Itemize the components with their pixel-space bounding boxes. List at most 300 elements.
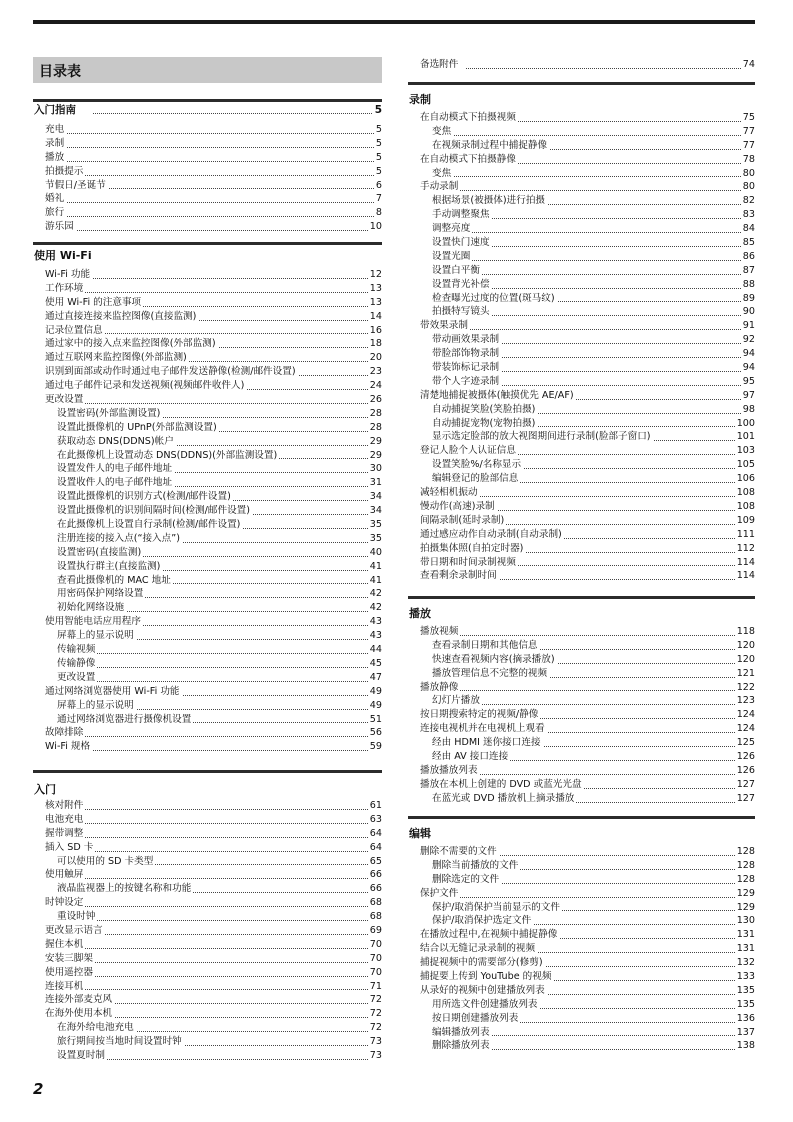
entry-page: 120 bbox=[736, 639, 755, 651]
toc-entry[interactable] bbox=[33, 601, 382, 615]
leader-dots bbox=[45, 403, 382, 404]
entry-page: 85 bbox=[742, 237, 755, 249]
toc-entry[interactable] bbox=[33, 546, 382, 560]
entry-page: 69 bbox=[369, 925, 382, 937]
toc-entry[interactable] bbox=[408, 694, 755, 708]
toc-entry[interactable] bbox=[33, 1035, 382, 1049]
entry-page: 31 bbox=[369, 477, 382, 489]
entry-label: 根据场景(被摄体)进行拍摄 bbox=[432, 195, 546, 207]
leader-dots bbox=[45, 989, 382, 990]
entry-label: 设置此摄像机的识别方式(检测/邮件设置) bbox=[57, 491, 231, 503]
entry-page: 28 bbox=[369, 407, 382, 419]
toc-entry[interactable] bbox=[408, 792, 755, 806]
entry-label: 删除播放列表 bbox=[432, 1040, 490, 1052]
leader-dots bbox=[420, 897, 755, 898]
entry-label: 在此摄像机上设置动态 DNS(DDNS)(外部监测设置) bbox=[57, 449, 278, 461]
toc-entry[interactable] bbox=[408, 914, 755, 928]
entry-label: 游乐园 bbox=[45, 221, 74, 233]
toc-entry[interactable] bbox=[33, 740, 382, 754]
toc-entry[interactable] bbox=[408, 278, 755, 292]
accessories-entry[interactable] bbox=[408, 58, 755, 72]
toc-entry[interactable] bbox=[33, 393, 382, 407]
entry-page: 71 bbox=[369, 980, 382, 992]
toc-entry[interactable] bbox=[33, 1021, 382, 1035]
toc-entry[interactable] bbox=[408, 1012, 755, 1026]
entry-label: 通过互联网来监控图像(外部监测) bbox=[45, 352, 187, 364]
entry-label: 自动捕捉宠物(宠物拍摄) bbox=[432, 417, 536, 429]
toc-entry[interactable] bbox=[33, 449, 382, 463]
entry-page: 108 bbox=[736, 500, 755, 512]
entry-page: 30 bbox=[369, 463, 382, 475]
entry-label: 间隔录制(延时录制) bbox=[420, 514, 505, 526]
entry-page: 101 bbox=[736, 431, 755, 443]
entry-page: 78 bbox=[742, 153, 755, 165]
toc-entry[interactable] bbox=[408, 139, 755, 153]
leader-dots bbox=[45, 878, 382, 879]
entry-page: 77 bbox=[742, 139, 755, 151]
entry-label: 播放静像 bbox=[420, 681, 459, 693]
entry-page: 108 bbox=[736, 487, 755, 499]
leader-dots bbox=[420, 690, 755, 691]
toc-entry[interactable] bbox=[33, 365, 382, 379]
toc-entry[interactable] bbox=[408, 625, 755, 639]
entry-label: 播放 bbox=[45, 151, 65, 163]
leader-dots bbox=[45, 809, 382, 810]
toc-entry[interactable] bbox=[33, 827, 382, 841]
entry-label: 核对附件 bbox=[45, 800, 84, 811]
toc-entry[interactable] bbox=[408, 125, 755, 139]
toc-entry[interactable] bbox=[408, 514, 755, 528]
entry-page: 128 bbox=[736, 873, 755, 885]
entry-label: 设置笑脸%/名称显示 bbox=[432, 459, 522, 471]
entry-page: 13 bbox=[369, 282, 382, 294]
toc-entry[interactable] bbox=[33, 504, 382, 518]
toc-entry[interactable] bbox=[33, 685, 382, 699]
entry-page: 131 bbox=[736, 929, 755, 941]
toc-entry[interactable] bbox=[408, 111, 755, 125]
toc-entry[interactable] bbox=[408, 859, 755, 873]
toc-entry[interactable] bbox=[408, 361, 755, 375]
entry-label: 在自动模式下拍摄静像 bbox=[420, 153, 516, 165]
section-heading bbox=[33, 770, 382, 796]
entry-label: 带效果录制 bbox=[420, 320, 468, 332]
entry-page: 135 bbox=[736, 998, 755, 1010]
toc-entry[interactable] bbox=[408, 194, 755, 208]
section-editing bbox=[408, 816, 755, 1053]
leader-dots bbox=[57, 681, 382, 682]
entry-page: 106 bbox=[736, 473, 755, 485]
entry-label: 从录好的视频中创建播放列表 bbox=[420, 984, 545, 996]
entry-page: 74 bbox=[742, 59, 755, 70]
toc-entry[interactable] bbox=[33, 192, 382, 206]
entry-page: 92 bbox=[742, 334, 755, 346]
toc-entry[interactable] bbox=[408, 845, 755, 859]
entry-page: 114 bbox=[736, 556, 755, 568]
toc-entry[interactable] bbox=[33, 1007, 382, 1021]
entry-page: 118 bbox=[736, 626, 755, 637]
entry-list bbox=[33, 123, 382, 234]
entry-page: 111 bbox=[736, 528, 755, 540]
toc-entry[interactable] bbox=[408, 722, 755, 736]
leader-dots bbox=[57, 920, 382, 921]
toc-entry[interactable] bbox=[408, 528, 755, 542]
entry-label: 调整亮度 bbox=[432, 223, 471, 235]
toc-entry[interactable] bbox=[33, 532, 382, 546]
entry-label: 重设时钟 bbox=[57, 911, 96, 923]
entry-label: 节假日/圣诞节 bbox=[45, 179, 106, 191]
entry-page: 128 bbox=[736, 859, 755, 871]
toc-entry[interactable] bbox=[33, 813, 382, 827]
toc-entry[interactable] bbox=[33, 462, 382, 476]
toc-entry[interactable] bbox=[33, 574, 382, 588]
entry-label: 编辑播放列表 bbox=[432, 1026, 490, 1038]
toc-entry[interactable] bbox=[408, 542, 755, 556]
toc-entry[interactable] bbox=[408, 333, 755, 347]
toc-entry[interactable] bbox=[33, 896, 382, 910]
entry-list bbox=[408, 845, 755, 1053]
entry-list bbox=[33, 268, 382, 754]
leader-dots bbox=[45, 147, 382, 148]
toc-entry[interactable] bbox=[33, 296, 382, 310]
toc-entry[interactable] bbox=[33, 151, 382, 165]
leader-dots bbox=[45, 750, 382, 751]
chapter-getting-started[interactable] bbox=[33, 99, 382, 117]
entry-label: 使用智能电话应用程序 bbox=[45, 616, 141, 628]
toc-entry[interactable] bbox=[408, 250, 755, 264]
section-heading bbox=[33, 242, 382, 262]
entry-label: 经由 HDMI 迷你接口连接 bbox=[432, 737, 541, 749]
entry-label: 带个人字迹录制 bbox=[432, 375, 500, 387]
toc-entry[interactable] bbox=[33, 435, 382, 449]
toc-entry[interactable] bbox=[408, 970, 755, 984]
entry-label: 在蓝光或 DVD 播放机上摘录播放 bbox=[432, 792, 575, 804]
entry-page: 8 bbox=[375, 207, 382, 219]
entry-label: 电池充电 bbox=[45, 813, 84, 825]
toc-entry[interactable] bbox=[33, 726, 382, 740]
toc-entry[interactable] bbox=[33, 476, 382, 490]
section-recording bbox=[408, 82, 755, 583]
entry-label: 删除不需要的文件 bbox=[420, 846, 497, 857]
entry-page: 133 bbox=[736, 971, 755, 983]
leader-dots bbox=[432, 260, 755, 261]
entry-label: 握带调整 bbox=[45, 827, 84, 839]
entry-page: 40 bbox=[369, 546, 382, 558]
toc-entry[interactable] bbox=[33, 490, 382, 504]
entry-page: 98 bbox=[742, 403, 755, 415]
entry-page: 135 bbox=[736, 984, 755, 996]
toc-entry[interactable] bbox=[408, 208, 755, 222]
entry-page: 44 bbox=[369, 644, 382, 656]
toc-entry[interactable] bbox=[33, 407, 382, 421]
entry-page: 100 bbox=[736, 417, 755, 429]
entry-page: 127 bbox=[736, 792, 755, 804]
toc-entry[interactable] bbox=[408, 458, 755, 472]
entry-label: 保护/取消保护当前显示的文件 bbox=[432, 901, 560, 913]
entry-list bbox=[408, 625, 755, 806]
entry-label: 获取动态 DNS(DDNS)帐户 bbox=[57, 435, 174, 447]
entry-label: 设置此摄像机的 UPnP(外部监测设置) bbox=[57, 421, 217, 433]
entry-label: 设置夏时制 bbox=[57, 1050, 105, 1062]
toc-entry[interactable] bbox=[408, 736, 755, 750]
entry-page: 5 bbox=[375, 151, 382, 163]
chapter-title: 入门指南 bbox=[34, 104, 76, 116]
toc-entry[interactable] bbox=[33, 910, 382, 924]
toc-entry[interactable] bbox=[408, 236, 755, 250]
toc-entry[interactable] bbox=[408, 928, 755, 942]
entry-label: 带装饰标记录制 bbox=[432, 362, 500, 374]
leader-dots bbox=[45, 175, 382, 176]
toc-entry[interactable] bbox=[33, 868, 382, 882]
toc-entry[interactable] bbox=[33, 179, 382, 193]
entry-page: 20 bbox=[369, 352, 382, 364]
section-wifi bbox=[33, 242, 382, 754]
toc-entry[interactable] bbox=[408, 486, 755, 500]
section-heading bbox=[408, 82, 755, 105]
entry-label: 删除当前播放的文件 bbox=[432, 859, 519, 871]
entry-page: 121 bbox=[736, 667, 755, 679]
toc-entry[interactable] bbox=[408, 653, 755, 667]
toc-entry[interactable] bbox=[33, 924, 382, 938]
entry-page: 5 bbox=[375, 137, 382, 149]
toc-entry[interactable] bbox=[408, 403, 755, 417]
entry-page: 34 bbox=[369, 491, 382, 503]
toc-entry[interactable] bbox=[408, 956, 755, 970]
toc-entry[interactable] bbox=[33, 882, 382, 896]
toc-entry[interactable] bbox=[408, 901, 755, 915]
toc-entry[interactable] bbox=[408, 569, 755, 583]
toc-entry[interactable] bbox=[33, 165, 382, 179]
entry-page: 26 bbox=[369, 394, 382, 406]
toc-entry[interactable] bbox=[33, 518, 382, 532]
entry-label: 带动画效果录制 bbox=[432, 334, 500, 346]
entry-page: 72 bbox=[369, 1022, 382, 1034]
leader-dots bbox=[432, 176, 755, 177]
toc-entry[interactable] bbox=[33, 1049, 382, 1063]
toc-entry[interactable] bbox=[33, 980, 382, 994]
entry-list bbox=[33, 799, 382, 1063]
entry-label: 连接外部麦克风 bbox=[45, 994, 113, 1006]
toc-entry[interactable] bbox=[408, 153, 755, 167]
entry-page: 94 bbox=[742, 362, 755, 374]
entry-label: 设置密码(外部监测设置) bbox=[57, 407, 161, 419]
leader-dots bbox=[45, 823, 382, 824]
section-title: 编辑 bbox=[409, 827, 431, 840]
entry-page: 132 bbox=[736, 957, 755, 969]
entry-page: 87 bbox=[742, 264, 755, 276]
entry-label: 检查曝光过度的位置(斑马纹) bbox=[432, 292, 555, 304]
entry-label: 按日期搜索特定的视频/静像 bbox=[420, 709, 539, 721]
entry-page: 65 bbox=[369, 855, 382, 867]
entry-page: 29 bbox=[369, 435, 382, 447]
entry-page: 29 bbox=[369, 449, 382, 461]
leader-dots bbox=[45, 837, 382, 838]
toc-entry[interactable] bbox=[33, 841, 382, 855]
entry-page: 90 bbox=[742, 306, 755, 318]
entry-page: 89 bbox=[742, 292, 755, 304]
toc-entry[interactable] bbox=[408, 417, 755, 431]
entry-label: 更改设置 bbox=[45, 394, 84, 406]
entry-label: 更改显示语言 bbox=[45, 925, 103, 937]
leader-dots bbox=[45, 976, 382, 977]
toc-entry[interactable] bbox=[408, 167, 755, 181]
toc-entry[interactable] bbox=[408, 639, 755, 653]
leader-dots bbox=[420, 329, 755, 330]
toc-entry[interactable] bbox=[408, 764, 755, 778]
entry-page: 45 bbox=[369, 657, 382, 669]
entry-label: Wi-Fi 功能 bbox=[45, 269, 91, 280]
entry-page: 41 bbox=[369, 560, 382, 572]
entry-page: 94 bbox=[742, 348, 755, 360]
toc-entry[interactable] bbox=[408, 942, 755, 956]
toc-entry[interactable] bbox=[408, 998, 755, 1012]
entry-label: 拍摄提示 bbox=[45, 165, 84, 177]
toc-entry[interactable] bbox=[33, 671, 382, 685]
entry-label: 在视频录制过程中捕捉静像 bbox=[432, 139, 548, 151]
leader-dots bbox=[57, 653, 382, 654]
entry-label: 登记人脸个人认证信息 bbox=[420, 445, 516, 457]
toc-entry[interactable] bbox=[33, 615, 382, 629]
toc-entry[interactable] bbox=[408, 500, 755, 514]
entry-page: 131 bbox=[736, 943, 755, 955]
entry-label: 连接耳机 bbox=[45, 980, 84, 992]
entry-label: 经由 AV 接口连接 bbox=[432, 751, 509, 763]
entry-page: 130 bbox=[736, 915, 755, 927]
entry-label: 播放在本机上创建的 DVD 或蓝光光盘 bbox=[420, 778, 582, 790]
entry-page: 70 bbox=[369, 966, 382, 978]
entry-page: 42 bbox=[369, 602, 382, 614]
toc-entry[interactable] bbox=[408, 180, 755, 194]
entry-label: 带日期和时间录制视频 bbox=[420, 556, 516, 568]
toc-entry[interactable] bbox=[33, 421, 382, 435]
entry-page: 7 bbox=[375, 193, 382, 205]
leader-dots bbox=[57, 667, 382, 668]
toc-entry[interactable] bbox=[408, 222, 755, 236]
toc-entry[interactable] bbox=[408, 750, 755, 764]
toc-entry[interactable] bbox=[33, 699, 382, 713]
entry-label: 备选附件 bbox=[420, 59, 459, 70]
entry-label: 婚礼 bbox=[45, 193, 65, 205]
entry-label: 查看录制日期和其他信息 bbox=[432, 639, 538, 651]
toc-entry[interactable] bbox=[33, 123, 382, 137]
toc-entry[interactable] bbox=[33, 560, 382, 574]
toc-entry[interactable] bbox=[33, 351, 382, 365]
toc-entry[interactable] bbox=[408, 319, 755, 333]
entry-page: 34 bbox=[369, 505, 382, 517]
toc-entry[interactable] bbox=[33, 282, 382, 296]
toc-entry[interactable] bbox=[408, 681, 755, 695]
toc-entry[interactable] bbox=[33, 268, 382, 282]
toc-entry[interactable] bbox=[408, 305, 755, 319]
toc-entry[interactable] bbox=[408, 264, 755, 278]
toc-entry[interactable] bbox=[33, 855, 382, 869]
entry-label: 记录位置信息 bbox=[45, 324, 103, 336]
entry-label: 拍摄特写镜头 bbox=[432, 306, 490, 318]
toc-entry[interactable] bbox=[33, 799, 382, 813]
toc-entry[interactable] bbox=[408, 444, 755, 458]
entry-label: 编辑登记的脸部信息 bbox=[432, 473, 519, 485]
toc-entry[interactable] bbox=[33, 206, 382, 220]
toc-entry[interactable] bbox=[33, 587, 382, 601]
entry-label: 安装三脚架 bbox=[45, 952, 93, 964]
leader-dots bbox=[45, 230, 382, 231]
entry-page: 124 bbox=[736, 723, 755, 735]
toc-entry[interactable] bbox=[33, 952, 382, 966]
leader-dots bbox=[45, 202, 382, 203]
entry-label: 设置收件人的电子邮件地址 bbox=[57, 477, 173, 489]
leader-dots bbox=[45, 948, 382, 949]
entry-label: 减轻相机振动 bbox=[420, 487, 478, 499]
toc-entry[interactable] bbox=[408, 1039, 755, 1053]
entry-page: 105 bbox=[736, 459, 755, 471]
toc-entry[interactable] bbox=[33, 657, 382, 671]
toc-entry[interactable] bbox=[408, 292, 755, 306]
toc-entry[interactable] bbox=[408, 430, 755, 444]
toc-entry[interactable] bbox=[408, 984, 755, 998]
entry-label: 清楚地捕捉被摄体(触摸优先 AE/AF) bbox=[420, 389, 574, 401]
toc-entry[interactable] bbox=[408, 556, 755, 570]
toc-entry[interactable] bbox=[33, 137, 382, 151]
toc-entry[interactable] bbox=[408, 389, 755, 403]
toc-entry[interactable] bbox=[408, 347, 755, 361]
toc-entry[interactable] bbox=[408, 708, 755, 722]
entry-label: 通过网络浏览器使用 Wi-Fi 功能 bbox=[45, 685, 180, 697]
entry-page: 138 bbox=[736, 1040, 755, 1052]
entry-page: 43 bbox=[369, 616, 382, 628]
entry-label: 查看此摄像机的 MAC 地址 bbox=[57, 574, 171, 586]
entry-page: 128 bbox=[736, 846, 755, 857]
entry-page: 68 bbox=[369, 911, 382, 923]
toc-entry[interactable] bbox=[408, 667, 755, 681]
entry-page: 82 bbox=[742, 195, 755, 207]
entry-page: 42 bbox=[369, 588, 382, 600]
entry-label: 使用遥控器 bbox=[45, 966, 93, 978]
toc-entry[interactable] bbox=[408, 887, 755, 901]
entry-page: 112 bbox=[736, 542, 755, 554]
entry-label: 在海外使用本机 bbox=[45, 1008, 113, 1020]
entry-label: 识别到面部或动作时通过电子邮件发送静像(检测/邮件设置) bbox=[45, 366, 296, 378]
toc-entry[interactable] bbox=[33, 379, 382, 393]
toc-entry[interactable] bbox=[408, 873, 755, 887]
entry-page: 126 bbox=[736, 751, 755, 763]
entry-page: 72 bbox=[369, 1008, 382, 1020]
entry-page: 97 bbox=[742, 389, 755, 401]
toc-entry[interactable] bbox=[408, 778, 755, 792]
toc-entry[interactable] bbox=[33, 938, 382, 952]
toc-entry[interactable] bbox=[33, 337, 382, 351]
toc-entry[interactable] bbox=[33, 713, 382, 727]
toc-entry[interactable] bbox=[33, 220, 382, 234]
entry-page: 75 bbox=[742, 112, 755, 123]
entry-label: 充电 bbox=[45, 124, 65, 135]
leader-dots bbox=[45, 962, 382, 963]
entry-page: 64 bbox=[369, 827, 382, 839]
toc-entry[interactable] bbox=[33, 966, 382, 980]
toc-entry[interactable] bbox=[408, 1026, 755, 1040]
entry-label: 通过家中的接入点来监控图像(外部监测) bbox=[45, 338, 216, 350]
entry-label: 快速查看视频内容(摘录播放) bbox=[432, 653, 555, 665]
entry-label: 工作环境 bbox=[45, 282, 84, 294]
toc-entry[interactable] bbox=[33, 993, 382, 1007]
entry-page: 86 bbox=[742, 250, 755, 262]
toc-entry[interactable] bbox=[33, 310, 382, 324]
toc-entry[interactable] bbox=[408, 472, 755, 486]
toc-entry[interactable] bbox=[33, 643, 382, 657]
entry-page: 68 bbox=[369, 897, 382, 909]
toc-entry[interactable] bbox=[408, 375, 755, 389]
toc-entry[interactable] bbox=[33, 324, 382, 338]
entry-label: 保护/取消保护选定文件 bbox=[432, 915, 532, 927]
toc-entry[interactable] bbox=[33, 629, 382, 643]
